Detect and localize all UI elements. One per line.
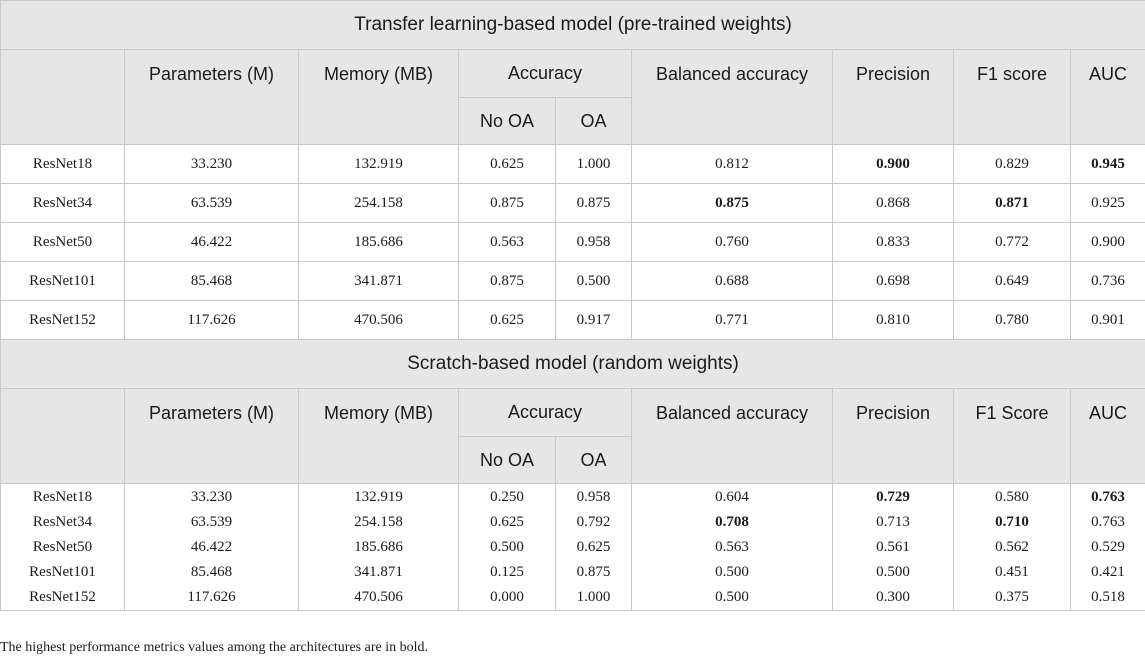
precision-header: Precision bbox=[833, 389, 954, 484]
header-row bbox=[1, 50, 1145, 98]
precision-cell: 0.729 bbox=[833, 484, 954, 511]
oa-cell: 0.958 bbox=[556, 484, 632, 511]
no-oa-cell: 0.625 bbox=[459, 510, 556, 535]
model-header bbox=[1, 389, 125, 484]
memory-cell: 254.158 bbox=[299, 510, 459, 535]
oa-cell: 0.792 bbox=[556, 510, 632, 535]
oa-cell: 1.000 bbox=[556, 585, 632, 611]
balanced-accuracy-header: Balanced accuracy bbox=[632, 50, 833, 145]
no-oa-cell: 0.500 bbox=[459, 535, 556, 560]
f1-cell: 0.451 bbox=[954, 560, 1071, 585]
params-header: Parameters (M) bbox=[125, 50, 299, 145]
memory-cell: 254.158 bbox=[299, 184, 459, 223]
balanced-accuracy-header: Balanced accuracy bbox=[632, 389, 833, 484]
memory-cell: 341.871 bbox=[299, 560, 459, 585]
table-row bbox=[1, 484, 1145, 511]
f1-cell: 0.829 bbox=[954, 145, 1071, 184]
table-footnote: The highest performance metrics values among the architectures are in bold. bbox=[0, 640, 428, 655]
oa-cell: 1.000 bbox=[556, 145, 632, 184]
model-cell: ResNet50 bbox=[1, 223, 125, 262]
model-cell: ResNet18 bbox=[1, 145, 125, 184]
table-row bbox=[1, 223, 1145, 262]
oa-cell: 0.625 bbox=[556, 535, 632, 560]
balanced-accuracy-cell: 0.812 bbox=[632, 145, 833, 184]
f1-cell: 0.772 bbox=[954, 223, 1071, 262]
memory-header: Memory (MB) bbox=[299, 50, 459, 145]
balanced-accuracy-cell: 0.500 bbox=[632, 560, 833, 585]
table-row bbox=[1, 510, 1145, 535]
model-cell: ResNet152 bbox=[1, 301, 125, 340]
memory-cell: 470.506 bbox=[299, 585, 459, 611]
section-title-row bbox=[1, 340, 1145, 389]
no-oa-header: No OA bbox=[459, 98, 556, 145]
no-oa-header: No OA bbox=[459, 437, 556, 484]
table-row bbox=[1, 585, 1145, 611]
params-cell: 46.422 bbox=[125, 223, 299, 262]
auc-cell: 0.529 bbox=[1071, 535, 1145, 560]
precision-cell: 0.713 bbox=[833, 510, 954, 535]
table-row bbox=[1, 184, 1145, 223]
params-cell: 63.539 bbox=[125, 184, 299, 223]
precision-cell: 0.561 bbox=[833, 535, 954, 560]
section-title: Transfer learning-based model (pre-trained weights) bbox=[1, 1, 1145, 50]
oa-cell: 0.917 bbox=[556, 301, 632, 340]
table-row bbox=[1, 535, 1145, 560]
auc-header: AUC bbox=[1071, 50, 1145, 145]
f1-cell: 0.580 bbox=[954, 484, 1071, 511]
table-row bbox=[1, 560, 1145, 585]
section-title: Scratch-based model (random weights) bbox=[1, 340, 1145, 389]
oa-cell: 0.958 bbox=[556, 223, 632, 262]
header-row bbox=[1, 389, 1145, 437]
balanced-accuracy-cell: 0.563 bbox=[632, 535, 833, 560]
model-cell: ResNet101 bbox=[1, 560, 125, 585]
oa-header: OA bbox=[556, 437, 632, 484]
model-cell: ResNet34 bbox=[1, 184, 125, 223]
no-oa-cell: 0.125 bbox=[459, 560, 556, 585]
oa-cell: 0.875 bbox=[556, 184, 632, 223]
balanced-accuracy-cell: 0.875 bbox=[632, 184, 833, 223]
precision-header: Precision bbox=[833, 50, 954, 145]
no-oa-cell: 0.875 bbox=[459, 184, 556, 223]
no-oa-cell: 0.875 bbox=[459, 262, 556, 301]
precision-cell: 0.868 bbox=[833, 184, 954, 223]
table-row bbox=[1, 262, 1145, 301]
params-cell: 117.626 bbox=[125, 585, 299, 611]
model-cell: ResNet101 bbox=[1, 262, 125, 301]
table-row bbox=[1, 301, 1145, 340]
auc-cell: 0.421 bbox=[1071, 560, 1145, 585]
precision-cell: 0.300 bbox=[833, 585, 954, 611]
precision-cell: 0.900 bbox=[833, 145, 954, 184]
accuracy-header: Accuracy bbox=[459, 50, 632, 98]
auc-cell: 0.518 bbox=[1071, 585, 1145, 611]
f1-cell: 0.871 bbox=[954, 184, 1071, 223]
oa-cell: 0.875 bbox=[556, 560, 632, 585]
no-oa-cell: 0.625 bbox=[459, 301, 556, 340]
params-cell: 85.468 bbox=[125, 560, 299, 585]
auc-cell: 0.900 bbox=[1071, 223, 1145, 262]
model-cell: ResNet152 bbox=[1, 585, 125, 611]
balanced-accuracy-cell: 0.708 bbox=[632, 510, 833, 535]
f1-cell: 0.375 bbox=[954, 585, 1071, 611]
accuracy-header: Accuracy bbox=[459, 389, 632, 437]
auc-cell: 0.901 bbox=[1071, 301, 1145, 340]
auc-cell: 0.763 bbox=[1071, 484, 1145, 511]
model-cell: ResNet50 bbox=[1, 535, 125, 560]
section-title-row bbox=[1, 1, 1145, 50]
balanced-accuracy-cell: 0.771 bbox=[632, 301, 833, 340]
no-oa-cell: 0.563 bbox=[459, 223, 556, 262]
table-row bbox=[1, 145, 1145, 184]
memory-cell: 185.686 bbox=[299, 535, 459, 560]
oa-cell: 0.500 bbox=[556, 262, 632, 301]
precision-cell: 0.698 bbox=[833, 262, 954, 301]
params-cell: 46.422 bbox=[125, 535, 299, 560]
no-oa-cell: 0.625 bbox=[459, 145, 556, 184]
balanced-accuracy-cell: 0.604 bbox=[632, 484, 833, 511]
balanced-accuracy-cell: 0.500 bbox=[632, 585, 833, 611]
no-oa-cell: 0.000 bbox=[459, 585, 556, 611]
balanced-accuracy-cell: 0.688 bbox=[632, 262, 833, 301]
f1-cell: 0.649 bbox=[954, 262, 1071, 301]
memory-cell: 341.871 bbox=[299, 262, 459, 301]
memory-header: Memory (MB) bbox=[299, 389, 459, 484]
auc-cell: 0.736 bbox=[1071, 262, 1145, 301]
f1-header: F1 Score bbox=[954, 389, 1071, 484]
auc-cell: 0.945 bbox=[1071, 145, 1145, 184]
auc-cell: 0.925 bbox=[1071, 184, 1145, 223]
f1-cell: 0.562 bbox=[954, 535, 1071, 560]
model-header bbox=[1, 50, 125, 145]
params-cell: 33.230 bbox=[125, 484, 299, 511]
memory-cell: 132.919 bbox=[299, 484, 459, 511]
params-cell: 117.626 bbox=[125, 301, 299, 340]
params-cell: 33.230 bbox=[125, 145, 299, 184]
f1-cell: 0.710 bbox=[954, 510, 1071, 535]
balanced-accuracy-cell: 0.760 bbox=[632, 223, 833, 262]
memory-cell: 470.506 bbox=[299, 301, 459, 340]
params-cell: 63.539 bbox=[125, 510, 299, 535]
params-header: Parameters (M) bbox=[125, 389, 299, 484]
memory-cell: 132.919 bbox=[299, 145, 459, 184]
precision-cell: 0.833 bbox=[833, 223, 954, 262]
precision-cell: 0.810 bbox=[833, 301, 954, 340]
memory-cell: 185.686 bbox=[299, 223, 459, 262]
auc-cell: 0.763 bbox=[1071, 510, 1145, 535]
params-cell: 85.468 bbox=[125, 262, 299, 301]
no-oa-cell: 0.250 bbox=[459, 484, 556, 511]
f1-cell: 0.780 bbox=[954, 301, 1071, 340]
precision-cell: 0.500 bbox=[833, 560, 954, 585]
model-cell: ResNet34 bbox=[1, 510, 125, 535]
oa-header: OA bbox=[556, 98, 632, 145]
auc-header: AUC bbox=[1071, 389, 1145, 484]
f1-header: F1 score bbox=[954, 50, 1071, 145]
model-cell: ResNet18 bbox=[1, 484, 125, 511]
